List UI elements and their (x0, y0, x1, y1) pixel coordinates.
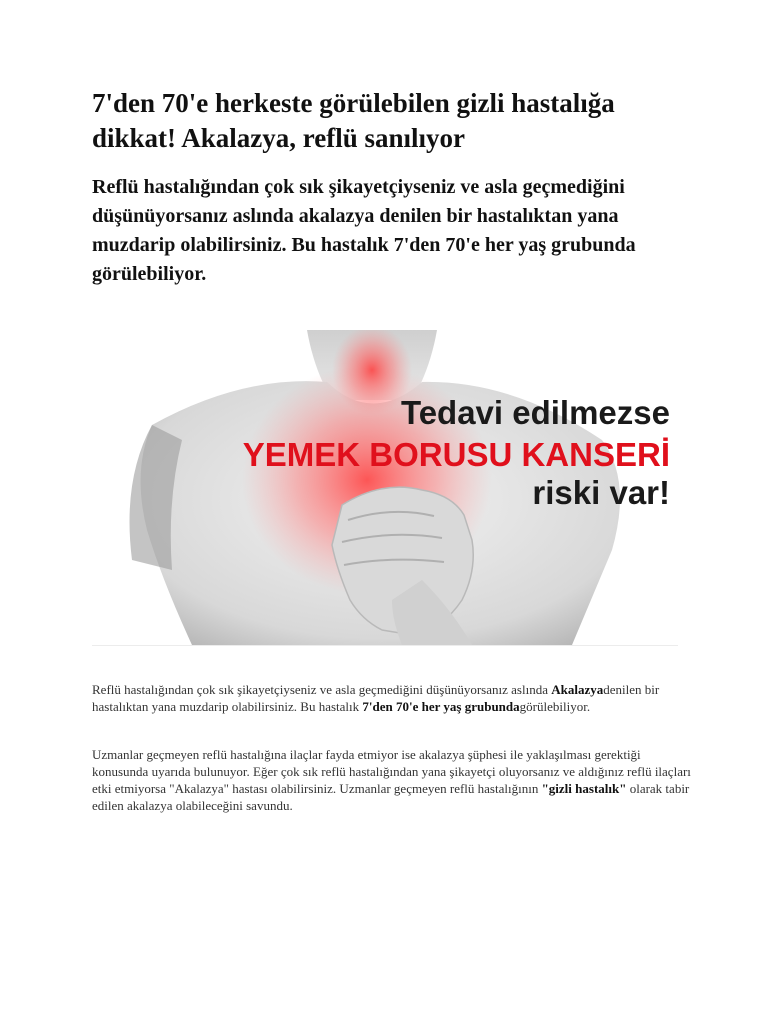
paragraph-1-bold-age: 7'den 70'e her yaş grubunda (362, 699, 520, 714)
article-paragraph-1 (92, 681, 692, 715)
article-paragraph-2 (92, 746, 692, 814)
image-caption-line-2: YEMEK BORUSU KANSERİ (242, 436, 670, 473)
paragraph-2-text-a: Uzmanlar geçmeyen reflü hastalığına ilaçlar fayda etmiyor ise akalazya şüphesi ile yaklaşılması gerektiği konusunda uyarıda bulunuyor. Eğer çok sık reflü hastalığından yana şikayetçi oluyorsanız ve aldığınız reflü ilaçları etki etmiyorsa "Akalazya" hastası olabilirsiniz. Uzmanlar geçmeyen reflü hastalığının (92, 747, 691, 796)
paragraph-1-text-b: denilen bir hastalıktan yana muzdarip olabilirsiniz. Bu hastalık (92, 682, 660, 714)
paragraph-2-text-b: olarak tabir edilen akalazya olabileceğini savundu. (92, 781, 690, 813)
paragraph-1-text-a: Reflü hastalığından çok sık şikayetçiyseniz ve asla geçmediğini düşünüyorsanız aslında (92, 682, 552, 697)
paragraph-1-bold-akalazya: Akalazya (551, 682, 604, 697)
image-caption-line-3: riski var! (532, 474, 670, 511)
paragraph-1-text-c: görülebiliyor. (519, 699, 591, 714)
image-caption-line-1: Tedavi edilmezse (400, 394, 670, 431)
article-title: 7'den 70'e herkeste görülebilen gizli hastalığa dikkat! Akalazya, reflü sanılıyor (92, 88, 615, 153)
paragraph-2-bold-hidden-disease: "gizli hastalık" (541, 781, 627, 796)
article-lead: Reflü hastalığından çok sık şikayetçiyseniz ve asla geçmediğini düşünüyorsanız aslında akalazya denilen bir hastalıktan yana muzdarip olabilirsiniz. Bu hastalık 7'den 70'e her yaş grubunda görülebiliyor. (92, 176, 636, 285)
article-hero-image (92, 330, 678, 646)
